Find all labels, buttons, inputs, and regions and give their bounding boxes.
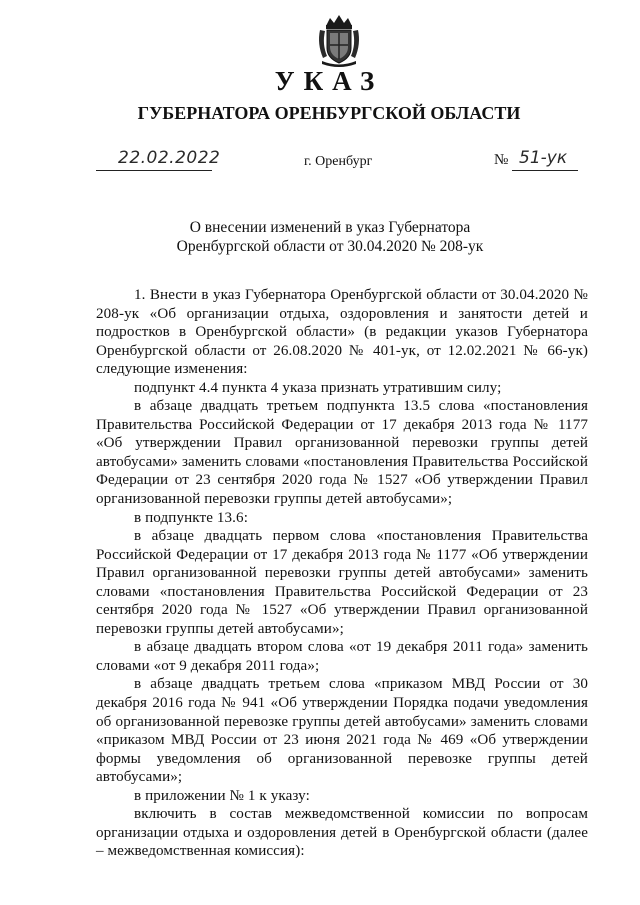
body-paragraph: в абзаце двадцать первом слова «постановления Правительства Российской Федерации от 17 декабря 2013 года № 1177 «Об утверждении Правил организованной перевозки группы детей автобусами» заменить словами «постановления Правительства Российской Федерации от 23 сентября 2020 года № 1527 «Об утверждении Правил организованной перевозки группы детей автобусами»; (96, 528, 588, 637)
body-paragraph: подпункт 4.4 пункта 4 указа признать утратившим силу; (134, 379, 502, 396)
number-sign: № (494, 152, 509, 168)
subject-line-2: Оренбургской области от 30.04.2020 № 208-ук (176, 238, 484, 255)
body-paragraph: в абзаце двадцать третьем подпункта 13.5 слова «постановления Правительства Российской Федерации от 17 декабря 2013 года № 1177 «Об утверждении Правил организованной перевозки группы детей автобусами» заменить словами «постановления Правительства Российской Федерации от 23 сентября 2020 года № 1527 «Об утверждении Правил организованной перевозки группы детей автобусами»; (96, 398, 588, 508)
body-paragraph: включить в состав межведомственной комиссии по вопросам организации отдыха и оздоровления детей в Оренбургской области (далее – межведомственная комиссия): (96, 806, 588, 860)
body-paragraph: в абзаце двадцать третьем слова «приказом МВД России от 30 декабря 2016 года № 941 «Об утверждении Порядка подачи уведомления об организованной перевозке группы детей автобусами» заменить словами «приказом МВД России от 23 июня 2021 года № 469 «Об утверждении формы уведомления об организованной перевозке группы детей автобусами»; (96, 676, 588, 786)
decree-subject (0, 218, 640, 256)
body-paragraph: в подпункте 13.6: (134, 509, 248, 526)
decree-number-field (494, 148, 584, 174)
orenburg-coat-of-arms-icon (316, 14, 362, 68)
decree-date: 22.02.2022 (118, 148, 221, 168)
date-underline (96, 170, 212, 171)
body-paragraph: в абзаце двадцать втором слова «от 19 декабря 2011 года» заменить словами «от 9 декабря 2011 года»; (96, 639, 588, 674)
decree-date-field (96, 148, 221, 174)
number-underline (512, 170, 578, 171)
decree-number: 51-ук (519, 148, 568, 168)
subject-line-1: О внесении изменений в указ Губернатора (189, 219, 471, 236)
body-paragraph: 1. Внести в указ Губернатора Оренбургской области от 30.04.2020 № 208-ук «Об организации отдыха, оздоровления и занятости детей и подростков в Оренбургской области» (в редакции указов Губернатора Оренбургской области от 26.08.2020 № 401-ук, от 12.02.2021 № 66-ук) следующие изменения: (96, 287, 588, 378)
body-paragraph: в приложении № 1 к указу: (134, 787, 310, 804)
issue-city: г. Оренбург (304, 154, 373, 169)
document-type-title: УКАЗ (274, 66, 384, 96)
decree-body (96, 286, 588, 861)
issuing-authority: ГУБЕРНАТОРА ОРЕНБУРГСКОЙ ОБЛАСТИ (137, 103, 521, 123)
